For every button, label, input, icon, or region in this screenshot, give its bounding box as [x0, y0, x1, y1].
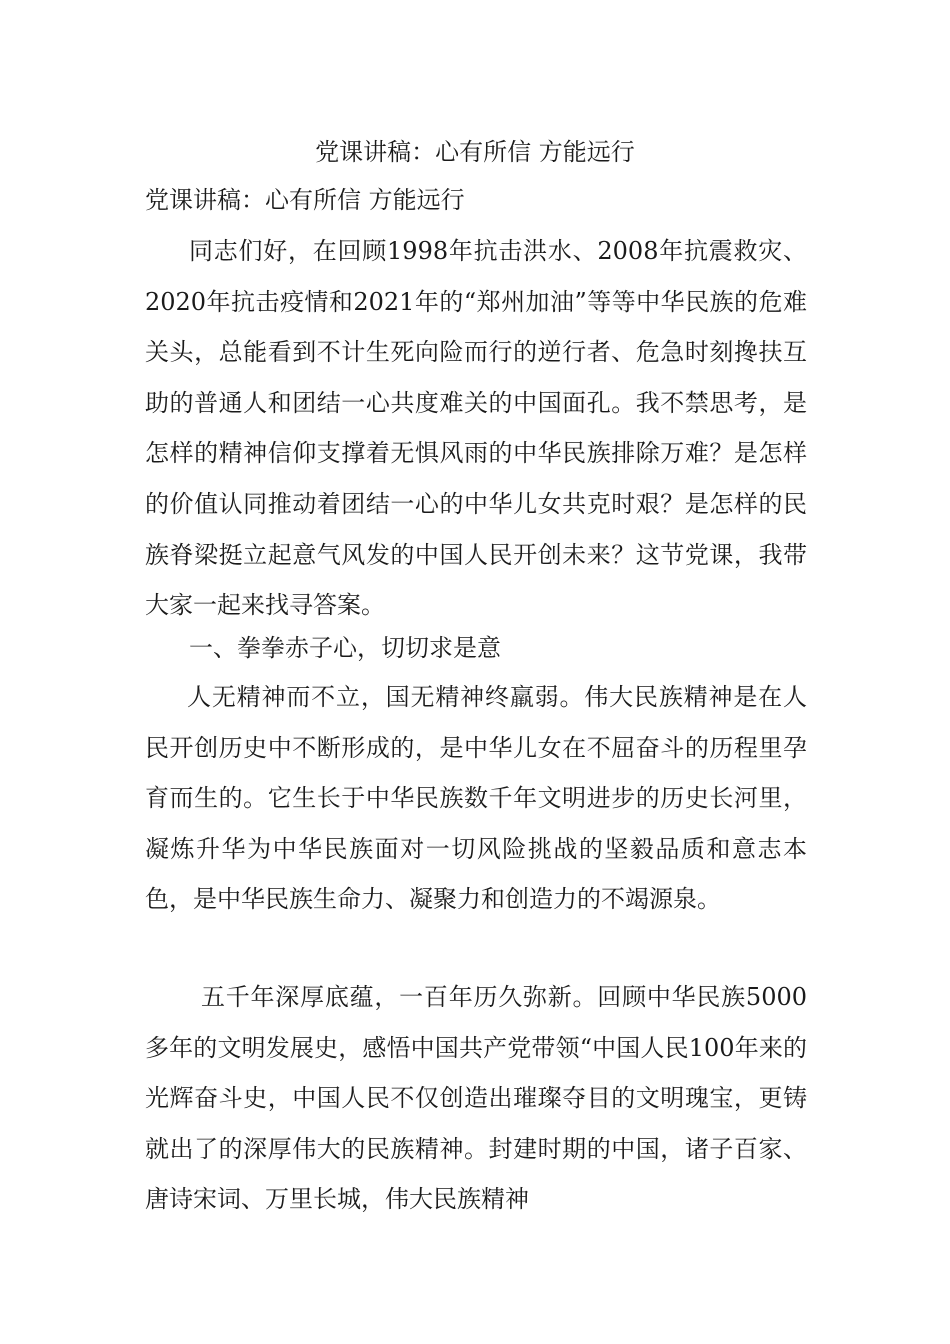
document-subtitle: 党课讲稿：心有所信 方能远行: [145, 186, 465, 214]
body-paragraph-3: 五千年深厚底蕴，一百年历久弥新。回顾中华民族5000多年的文明发展史，感悟中国共产党带领“中国人民100年来的光辉奋斗史，中国人民不仅创造出璀璨夺目的文明瑰宝，更铸就出了的深厚伟大的民族精神。封建时期的中国，诸子百家、唐诗宋词、万里长城，伟大民族精神: [145, 983, 807, 1214]
section-heading-1: 一、拳拳赤子心，切切求是意: [189, 634, 501, 662]
body-paragraph-2: 人无精神而不立，国无精神终羸弱。伟大民族精神是在人民开创历史中不断形成的，是中华儿女在不屈奋斗的历程里孕育而生的。它生长于中华民族数千年文明进步的历史长河里，凝炼升华为中华民族面对一切风险挑战的坚毅品质和意志本色，是中华民族生命力、凝聚力和创造力的不竭源泉。: [145, 683, 807, 914]
intro-paragraph: 同志们好，在回顾1998年抗击洪水、2008年抗震救灾、2020年抗击疫情和2021年的“郑州加油”等等中华民族的危难关头，总能看到不计生死向险而行的逆行者、危急时刻搀扶互助的普通人和团结一心共度难关的中国面孔。我不禁思考，是怎样的精神信仰支撑着无惧风雨的中华民族排除万难？是怎样的价值认同推动着团结一心的中华儿女共克时艰？是怎样的民族脊梁挺立起意气风发的中国人民开创未来？这节党课，我带大家一起来找寻答案。: [145, 237, 807, 620]
document-title: 党课讲稿：心有所信 方能远行: [315, 138, 635, 166]
